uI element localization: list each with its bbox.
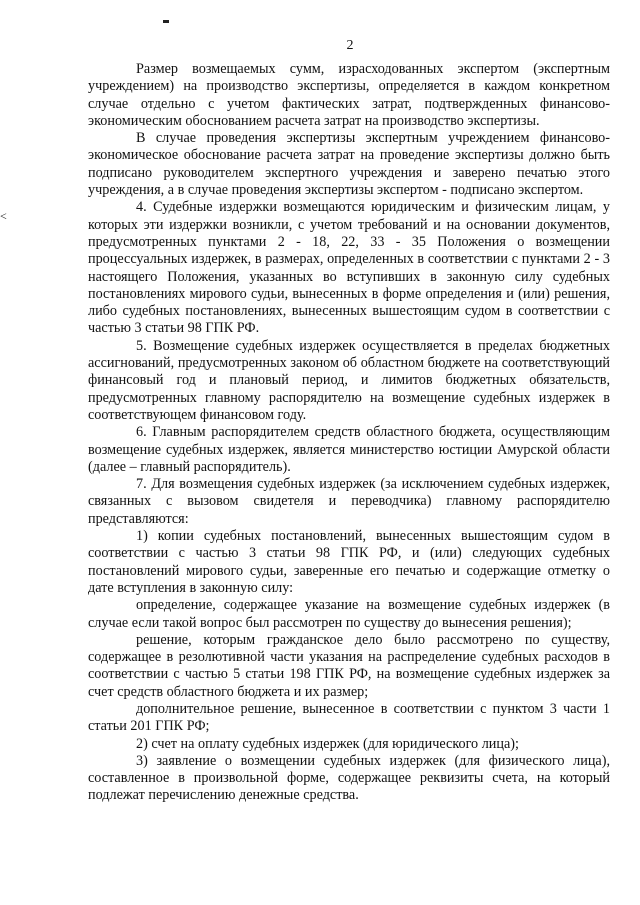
- paragraph-item-4: 4. Судебные издержки возмещаются юридическим и физическим лицам, у которых эти издержки возникли, с учетом требований и на основании документов, предусмотренных пунктами 2 - 18, 22, 33 - 35 Положения о возмещении процессуальных издержек, в размерах, определенных в соответствии с пунктами 2 - 3 настоящего Положения, указанных во вступивших в законную силу судебных постановлениях мирового судьи, вынесенных в форме определения и (или) решения, либо судебных постановлениях, вынесенных вышестоящим судом в соответствии с частью 3 статьи 98 ГПК РФ.: [88, 199, 610, 337]
- paragraph-subitem-3: 3) заявление о возмещении судебных издержек (для физического лица), составленное в произвольной форме, содержащее реквизиты счета, на который подлежат перечислению денежные средства.: [88, 752, 610, 804]
- page-number: 2: [346, 38, 354, 53]
- paragraph-expert-costs: Размер возмещаемых сумм, израсходованных экспертом (экспертным учреждением) на производство экспертизы, определяется в каждом конкретном случае отдельно с учетом фактических затрат, подтвержденных финансово-экономическим обоснованием расчета затрат на производство экспертизы.: [88, 61, 610, 129]
- paragraph-item-6: 6. Главным распорядителем средств областного бюджета, осуществляющим возмещение судебных издержек, является министерство юстиции Амурской области (далее – главный распорядитель).: [88, 424, 610, 475]
- paragraph-additional-decision: дополнительное решение, вынесенное в соответствии с пунктом 3 части 1 статьи 201 ГПК РФ;: [88, 700, 610, 735]
- document-body: [88, 61, 610, 805]
- paragraph-determination: определение, содержащее указание на возмещение судебных издержек (в случае если такой вопрос был рассмотрен по существу до вынесения решения);: [88, 597, 610, 631]
- paragraph-item-5: 5. Возмещение судебных издержек осуществляется в пределах бюджетных ассигнований, предусмотренных законом об областном бюджете на соответствующий финансовый год и плановый период, и лимитов бюджетных обязательств, предусмотренных главному распорядителю на возмещение судебных издержек в соответствующем финансовом году.: [88, 337, 610, 423]
- top-dash-mark: [163, 20, 169, 23]
- paragraph-subitem-1: 1) копии судебных постановлений, вынесенных вышестоящим судом в соответствии с частью 3 статьи 98 ГПК РФ, и (или) следующих судебных постановлений мирового судьи, заверенные его печатью и содержащие отметку о дате вступления в законную силу:: [88, 528, 610, 596]
- paragraph-expert-institution: В случае проведения экспертизы экспертным учреждением финансово-экономическое обоснование расчета затрат на проведение экспертизы должно быть подписано руководителем экспертного учреждения и заверено печатью этого учреждения, а в случае проведения экспертизы экспертом - подписано экспертом.: [88, 130, 610, 199]
- paragraph-decision: решение, которым гражданское дело было рассмотрено по существу, содержащее в резолютивной части указания на распределение судебных расходов в соответствии с частью 5 статьи 198 ГПК РФ, на возмещение судебных издержек за счет средств областного бюджета и их размер;: [88, 631, 610, 700]
- paragraph-subitem-2: 2) счет на оплату судебных издержек (для юридического лица);: [136, 735, 519, 752]
- binding-edge-mark: <: [0, 209, 7, 223]
- paragraph-item-7: 7. Для возмещения судебных издержек (за исключением судебных издержек, связанных с вызовом свидетеля и переводчика) главному распорядителю представляются:: [88, 476, 610, 527]
